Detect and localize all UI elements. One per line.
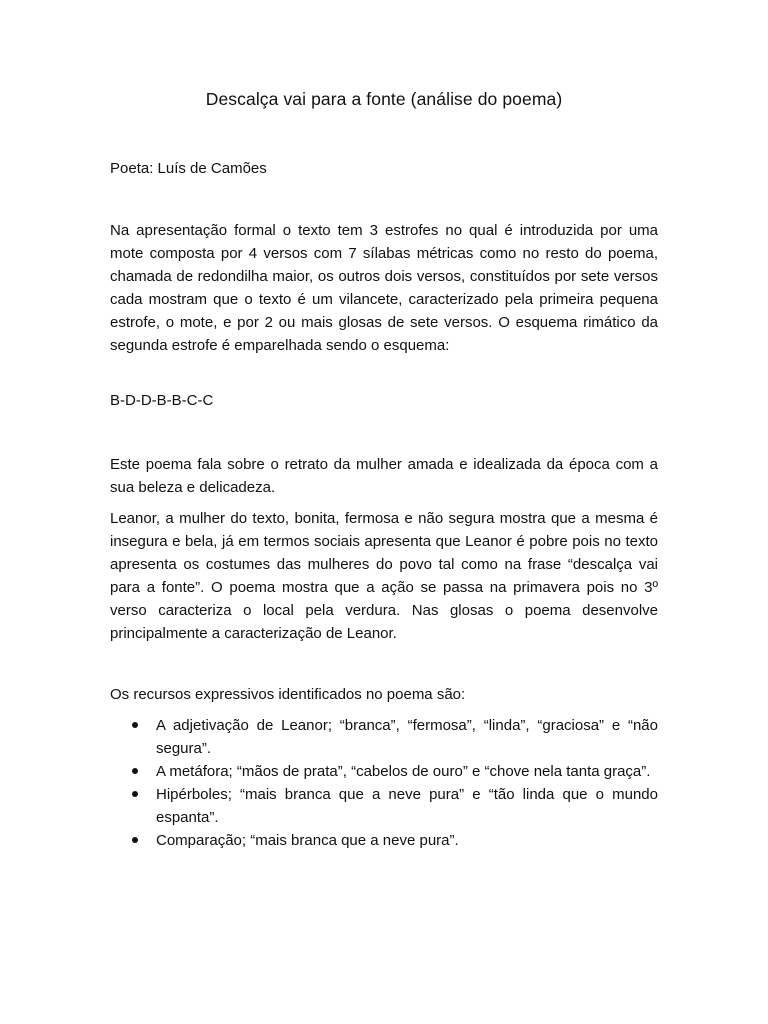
list-item-text: A adjetivação de Leanor; “branca”, “fermosa”, “linda”, “graciosa” e “não segura”.	[156, 717, 658, 757]
bullet-icon	[132, 791, 138, 797]
expressive-resources-list	[110, 714, 658, 852]
paragraph-theme: Este poema fala sobre o retrato da mulher amada e idealizada da época com a sua beleza e delicadeza.	[110, 456, 658, 496]
list-item	[110, 783, 658, 829]
paragraph-expressive-resources-intro: Os recursos expressivos identificados no poema são:	[110, 686, 466, 703]
bullet-icon	[132, 722, 138, 728]
bullet-icon	[132, 837, 138, 843]
paragraph-leanor-description: Leanor, a mulher do texto, bonita, fermosa e não segura mostra que a mesma é insegura e bela, já em termos sociais apresenta que Leanor é pobre pois no texto apresenta os costumes das mulheres do povo tal como na frase “descalça vai para a fonte”. O poema mostra que a ação se passa na primavera pois no 3º verso caracteriza o local pela verdura. Nas glosas o poema desenvolve principalmente a caracterização de Leanor.	[110, 510, 658, 642]
list-item-text: A metáfora; “mãos de prata”, “cabelos de ouro” e “chove nela tanta graça”.	[156, 763, 651, 780]
list-item	[110, 829, 658, 852]
list-item	[110, 760, 658, 783]
document-title: Descalça vai para a fonte (análise do poema)	[205, 89, 563, 109]
bullet-icon	[132, 768, 138, 774]
list-item-text: Hipérboles; “mais branca que a neve pura” e “tão linda que o mundo espanta”.	[156, 786, 658, 826]
author-line: Poeta: Luís de Camões	[110, 160, 267, 177]
paragraph-formal-analysis: Na apresentação formal o texto tem 3 estrofes no qual é introduzida por uma mote composta por 4 versos com 7 sílabas métricas como no resto do poema, chamada de redondilha maior, os outros dois versos, constituídos por sete versos cada mostram que o texto é um vilancete, caracterizado pela primeira pequena estrofe, o mote, e por 2 ou mais glosas de sete versos. O esquema rimático da segunda estrofe é emparelhada sendo o esquema:	[110, 222, 658, 354]
list-item	[110, 714, 658, 760]
list-item-text: Comparação; “mais branca que a neve pura”.	[156, 832, 459, 849]
rhyme-scheme: B-D-D-B-B-C-C	[110, 392, 214, 409]
